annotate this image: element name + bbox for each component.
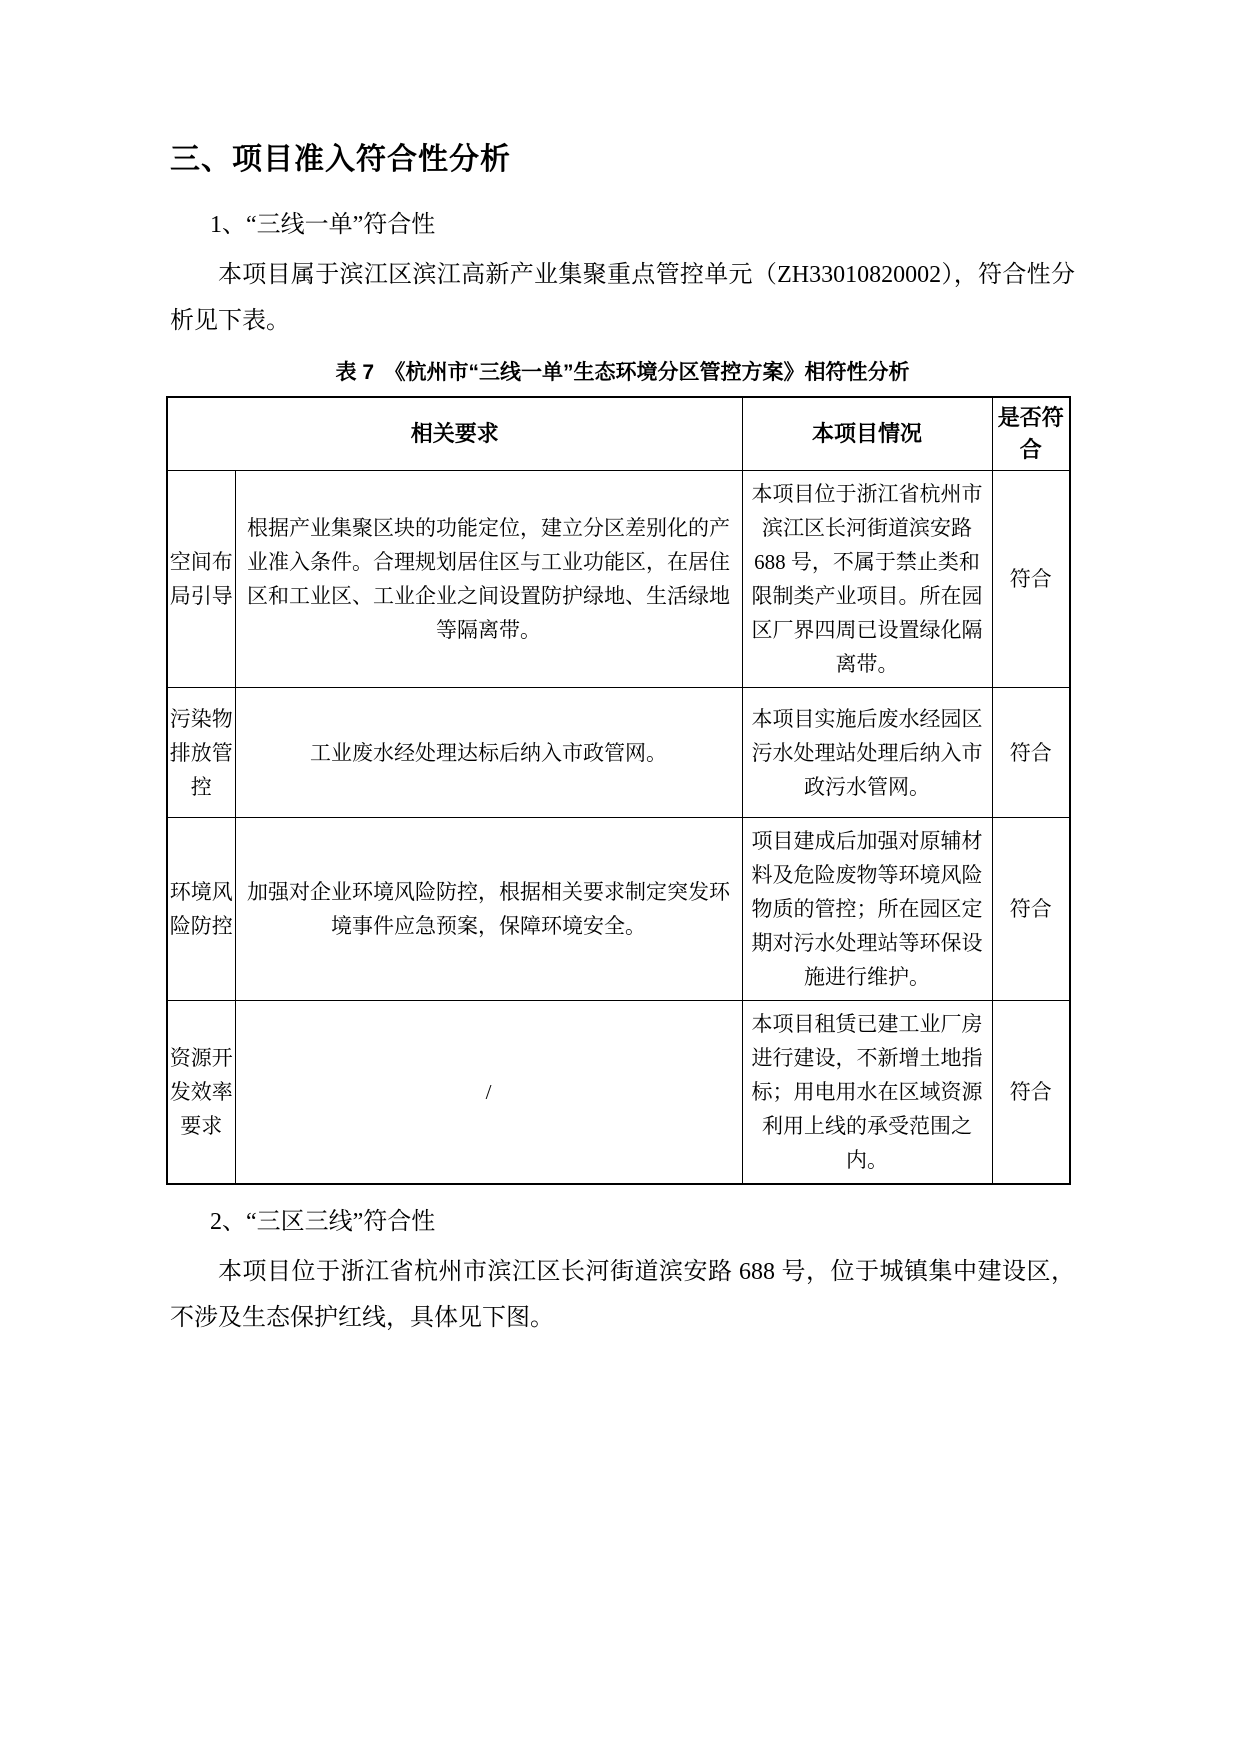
- compliance-table: [166, 396, 1071, 1185]
- row-project: 本项目租赁已建工业厂房进行建设，不新增土地指标；用电用水在区域资源利用上线的承受范围之内。: [742, 1001, 992, 1185]
- row-conform: 符合: [992, 818, 1070, 1001]
- section-title: 三、项目准入符合性分析: [170, 143, 511, 176]
- header-requirement: 相关要求: [167, 397, 742, 471]
- subsection-2-heading: 2、“三区三线”符合性: [210, 1209, 436, 1235]
- subsection-1-heading: 1、“三线一单”符合性: [210, 212, 436, 238]
- row-category: 污染物排放管控: [167, 688, 235, 818]
- row-requirement: 工业废水经处理达标后纳入市政管网。: [235, 688, 742, 818]
- table-header-row: [167, 397, 1070, 471]
- row-category: 资源开发效率要求: [167, 1001, 235, 1185]
- row-conform: 符合: [992, 688, 1070, 818]
- row-category: 环境风险防控: [167, 818, 235, 1001]
- header-conform: 是否符合: [992, 397, 1070, 471]
- row-project: 本项目实施后废水经园区污水处理站处理后纳入市政污水管网。: [742, 688, 992, 818]
- row-project: 本项目位于浙江省杭州市滨江区长河街道滨安路 688 号，不属于禁止类和限制类产业项目。所在园区厂界四周已设置绿化隔离带。: [742, 471, 992, 688]
- row-category: 空间布局引导: [167, 471, 235, 688]
- row-requirement: 加强对企业环境风险防控，根据相关要求制定突发环境事件应急预案，保障环境安全。: [235, 818, 742, 1001]
- row-conform: 符合: [992, 471, 1070, 688]
- header-project: 本项目情况: [742, 397, 992, 471]
- table-caption: 表 7 《杭州市“三线一单”生态环境分区管控方案》相符性分析: [335, 361, 910, 384]
- table-row: [167, 688, 1070, 818]
- row-requirement: /: [235, 1001, 742, 1185]
- paragraph-1: 本项目属于滨江区滨江高新产业集聚重点管控单元（ZH33010820002），符合性分析见下表。: [170, 262, 1075, 334]
- table-row: [167, 818, 1070, 1001]
- row-requirement: 根据产业集聚区块的功能定位，建立分区差别化的产业准入条件。合理规划居住区与工业功能区，在居住区和工业区、工业企业之间设置防护绿地、生活绿地等隔离带。: [235, 471, 742, 688]
- table-row: [167, 471, 1070, 688]
- row-project: 项目建成后加强对原辅材料及危险废物等环境风险物质的管控；所在园区定期对污水处理站等环保设施进行维护。: [742, 818, 992, 1001]
- row-conform: 符合: [992, 1001, 1070, 1185]
- table-row: [167, 1001, 1070, 1185]
- paragraph-2: 本项目位于浙江省杭州市滨江区长河街道滨安路 688 号，位于城镇集中建设区，不涉及生态保护红线，具体见下图。: [170, 1259, 1075, 1331]
